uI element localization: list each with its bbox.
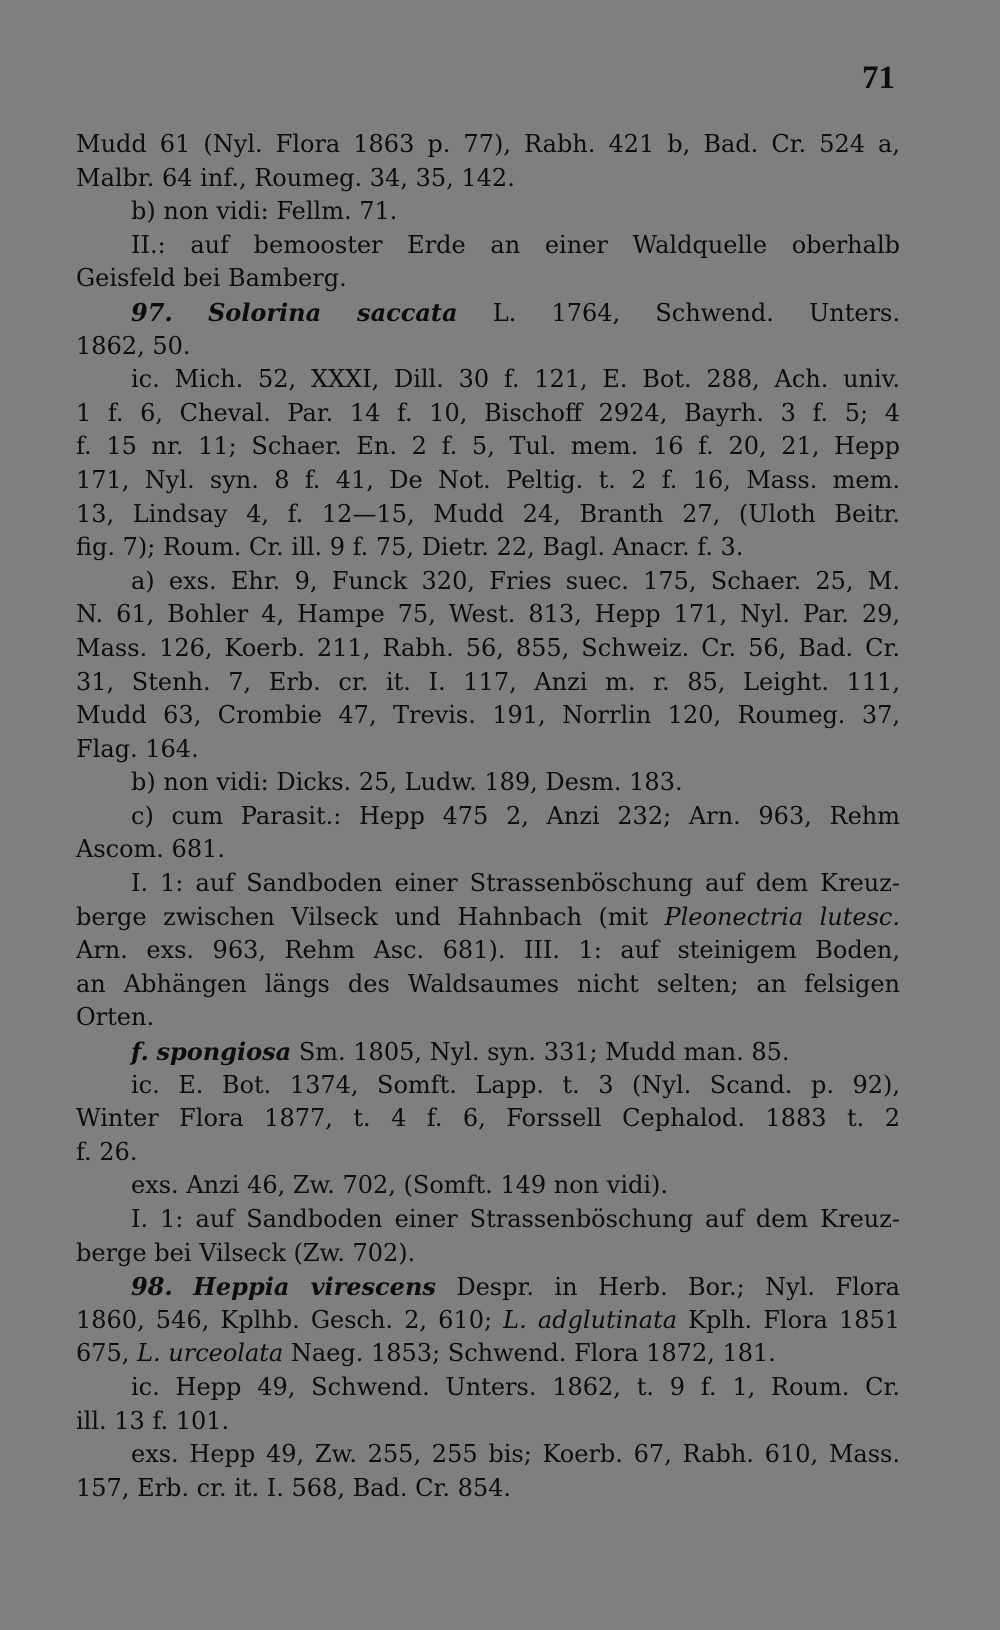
page-number: 71 [862, 60, 895, 96]
text-line: 157, Erb. cr. it. I. 568, Bad. Cr. 854. [76, 1473, 512, 1502]
species-number: 98. [131, 1272, 173, 1302]
text-line: Orten. [76, 1003, 155, 1032]
text-line: exs. Hepp 49, Zw. 255, 255 bis; Koerb. 67, Rabh. 610, Mass. [131, 1440, 900, 1469]
text-segment: Kplh. Flora 1851 [677, 1305, 900, 1334]
text-line: ic. E. Bot. 1374, Somft. Lapp. t. 3 (Nyl. Scand. p. 92), [131, 1070, 900, 1099]
text-line: Ascom. 681. [76, 835, 225, 864]
species-authority: L. 1764, Schwend. Unters. [457, 298, 900, 327]
species-heading [76, 296, 900, 330]
text-line: Mudd 63, Crombie 47, Trevis. 191, Norrlin 120, Roumeg. 37, [76, 701, 900, 730]
text-line: I. 1: auf Sandboden einer Strassenböschung auf dem Kreuz- [131, 869, 900, 898]
text-line: exs. Anzi 46, Zw. 702, (Somft. 149 non vidi). [131, 1171, 669, 1200]
text-line: fig. 7); Roum. Cr. ill. 9 f. 75, Dietr. 22, Bagl. Anacr. f. 3. [76, 533, 744, 562]
species-number: 97. [131, 297, 173, 327]
text-line: ic. Mich. 52, XXXI, Dill. 30 f. 121, E. Bot. 288, Ach. univ. [131, 365, 900, 394]
text-line: Winter Flora 1877, t. 4 f. 6, Forssell Cephalod. 1883 t. 2 [76, 1104, 900, 1133]
italic-name: L. urceolata [137, 1339, 284, 1368]
text-line [76, 1337, 900, 1371]
text-line: f. 15 nr. 11; Schaer. En. 2 f. 5, Tul. mem. 16 f. 20, 21, Hepp [76, 432, 900, 461]
italic-name: L. adglutinata [503, 1305, 678, 1334]
text-line: 1 f. 6, Cheval. Par. 14 f. 10, Bischoff 2924, Bayrh. 3 f. 5; 4 [76, 398, 900, 427]
text-line: Arn. exs. 963, Rehm Asc. 681). III. 1: auf steinigem Boden, [76, 936, 900, 965]
text-line: b) non vidi: Fellm. 71. [131, 197, 398, 226]
species-name: Solorina saccata [207, 297, 458, 327]
text-line: 31, Stenh. 7, Erb. cr. it. I. 117, Anzi m. r. 85, Leight. 111, [76, 667, 900, 696]
species-authority: Despr. in Herb. Bor.; Nyl. Flora [435, 1273, 900, 1302]
text-line: Mass. 126, Koerb. 211, Rabh. 56, 855, Schweiz. Cr. 56, Bad. Cr. [76, 633, 900, 662]
form-name: spongiosa [156, 1037, 292, 1067]
species-name: Heppia virescens [193, 1272, 436, 1302]
text-segment: Naeg. 1853; Schwend. Flora 1872, 181. [283, 1339, 776, 1368]
text-segment: berge zwischen Vilseck und Hahnbach (mit [76, 902, 665, 931]
text-segment: 675, [76, 1339, 138, 1368]
text-line: 1862, 50. [76, 331, 191, 360]
text-line [76, 1304, 900, 1338]
form-heading [76, 1035, 900, 1069]
text-segment: 1860, 546, Kplhb. Gesch. 2, 610; [76, 1305, 504, 1334]
text-line [76, 901, 900, 935]
form-marker: f. [131, 1037, 149, 1067]
text-line: berge bei Vilseck (Zw. 702). [76, 1238, 416, 1267]
text-line: c) cum Parasit.: Hepp 475 2, Anzi 232; Arn. 963, Rehm [131, 801, 900, 830]
text-line: b) non vidi: Dicks. 25, Ludw. 189, Desm. 183. [131, 768, 683, 797]
text-line: a) exs. Ehr. 9, Funck 320, Fries suec. 175, Schaer. 25, M. [131, 566, 900, 595]
species-heading [76, 1270, 900, 1304]
text-line: an Abhängen längs des Waldsaumes nicht selten; an felsigen [76, 969, 900, 998]
text-line: Flag. 164. [76, 734, 199, 763]
form-authority: Sm. 1805, Nyl. syn. 331; Mudd man. 85. [291, 1038, 790, 1067]
text-line: 13, Lindsay 4, f. 12—15, Mudd 24, Branth 27, (Uloth Beitr. [76, 499, 900, 528]
text-line: Geisfeld bei Bamberg. [76, 264, 347, 293]
body-text [76, 128, 900, 1505]
text-line: N. 61, Bohler 4, Hampe 75, West. 813, Hepp 171, Nyl. Par. 29, [76, 600, 900, 629]
text-line: Mudd 61 (Nyl. Flora 1863 p. 77), Rabh. 421 b, Bad. Cr. 524 a, [76, 130, 900, 158]
text-line: I. 1: auf Sandboden einer Strassenböschung auf dem Kreuz- [131, 1205, 900, 1233]
text-line: 171, Nyl. syn. 8 f. 41, De Not. Peltig. t. 2 f. 16, Mass. mem. [76, 465, 900, 494]
text-line: ill. 13 f. 101. [76, 1406, 230, 1435]
text-line: Malbr. 64 inf., Roumeg. 34, 35, 142. [76, 163, 515, 192]
italic-name: Pleonectria lutesc. [664, 902, 900, 931]
text-line: ic. Hepp 49, Schwend. Unters. 1862, t. 9 f. 1, Roum. Cr. [131, 1372, 900, 1401]
text-line: II.: auf bemooster Erde an einer Waldquelle oberhalb [131, 230, 900, 259]
text-line: f. 26. [76, 1137, 138, 1166]
